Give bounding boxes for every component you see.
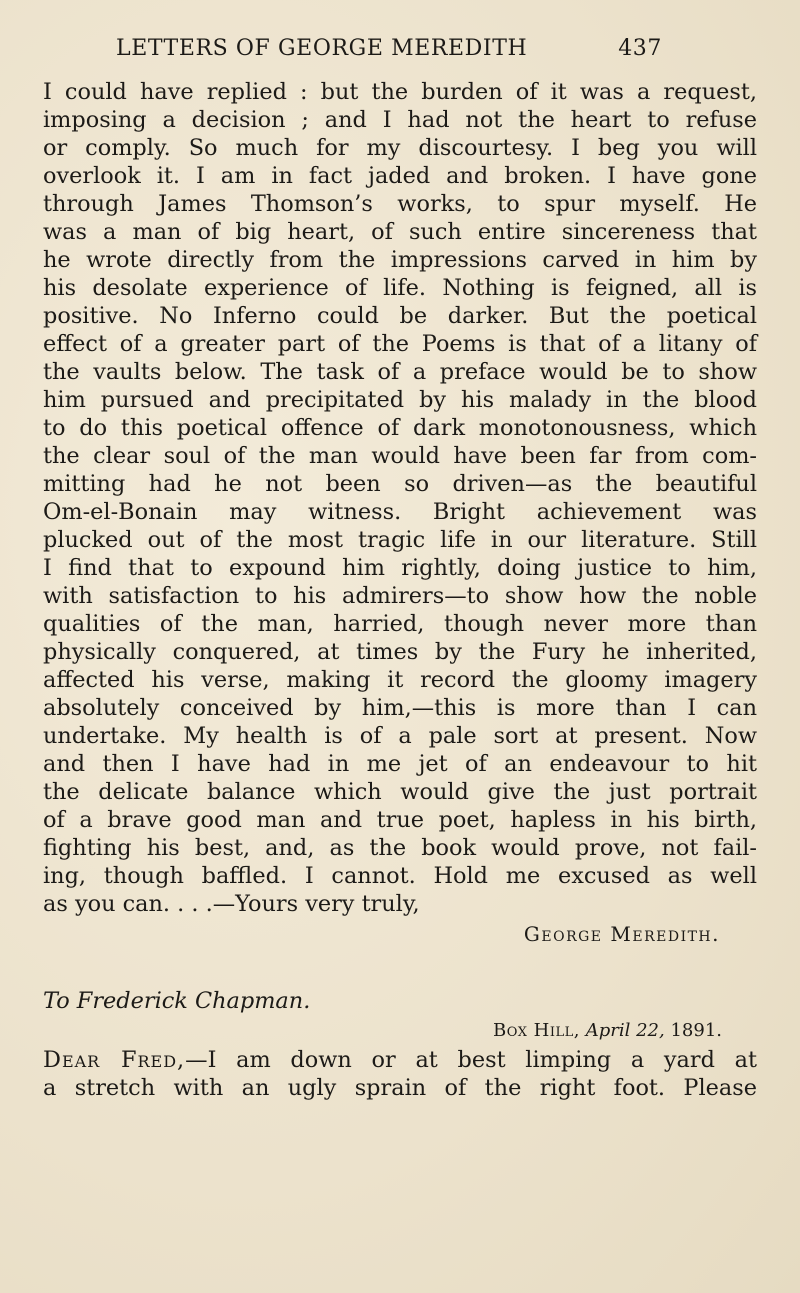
signature: George Meredith. xyxy=(523,922,720,946)
body-line: was a man of big heart, of such entire sincereness that xyxy=(43,219,757,245)
body-line: fighting his best, and, as the book would prove, not fail- xyxy=(43,835,757,861)
body-line: he wrote directly from the impressions carved in him by xyxy=(43,247,757,273)
salutation: Dear Fred, xyxy=(43,1047,186,1073)
body-line: of a brave good man and true poet, hapless in his birth, xyxy=(43,807,757,833)
body-line: or comply. So much for my discourtesy. I beg you will xyxy=(43,135,757,161)
body-line: mitting had he not been so driven—as the beautiful xyxy=(43,471,757,497)
running-title: LETTERS OF GEORGE MEREDITH xyxy=(116,36,528,61)
body-line: through James Thomson’s works, to spur myself. He xyxy=(43,191,757,217)
opening-text: —I am down or at best limping a yard at xyxy=(185,1047,757,1073)
body-line: ing, though baffled. I cannot. Hold me excused as well xyxy=(43,863,757,889)
body-line: with satisfaction to his admirers—to show how the noble xyxy=(43,583,757,609)
body-line: undertake. My health is of a pale sort at present. Now xyxy=(43,723,757,749)
body-line: I find that to expound him rightly, doing justice to him, xyxy=(43,555,757,581)
body-line: plucked out of the most tragic life in our literature. Still xyxy=(43,527,757,553)
body-line: I could have replied : but the burden of it was a request, xyxy=(43,79,757,105)
dateline-place: Box Hill, xyxy=(493,1020,580,1041)
body-line: positive. No Inferno could be darker. But the poetical xyxy=(43,303,757,329)
letter-opening-line xyxy=(43,1046,757,1074)
running-head xyxy=(116,36,662,62)
body-line: him pursued and precipitated by his malady in the blood xyxy=(43,387,757,413)
body-line: affected his verse, making it record the gloomy imagery xyxy=(43,667,757,693)
dateline-year: 1891. xyxy=(670,1020,722,1041)
body-line: his desolate experience of life. Nothing is feigned, all is xyxy=(43,275,757,301)
body-line: the clear soul of the man would have been far from com- xyxy=(43,443,757,469)
body-line: physically conquered, at times by the Fury he inherited, xyxy=(43,639,757,665)
letter-addressee: To Frederick Chapman. xyxy=(43,988,311,1014)
body-line: as you can. . . .—Yours very truly, xyxy=(43,891,420,917)
body-line: the delicate balance which would give the just portrait xyxy=(43,779,757,805)
body-line: overlook it. I am in fact jaded and broken. I have gone xyxy=(43,163,757,189)
body-line: to do this poetical offence of dark monotonousness, which xyxy=(43,415,757,441)
body-line: imposing a decision ; and I had not the heart to refuse xyxy=(43,107,757,133)
body-line: a stretch with an ugly sprain of the right foot. Please xyxy=(43,1075,757,1101)
body-line: and then I have had in me jet of an endeavour to hit xyxy=(43,751,757,777)
page-number: 437 xyxy=(618,36,662,61)
body-line: the vaults below. The task of a preface would be to show xyxy=(43,359,757,385)
letter-dateline xyxy=(0,1020,722,1041)
body-line: Om-el-Bonain may witness. Bright achievement was xyxy=(43,499,757,525)
body-line: qualities of the man, harried, though never more than xyxy=(43,611,757,637)
body-line: effect of a greater part of the Poems is that of a litany of xyxy=(43,331,757,357)
dateline-date: April 22, xyxy=(585,1020,665,1041)
body-line: absolutely conceived by him,—this is more than I can xyxy=(43,695,757,721)
